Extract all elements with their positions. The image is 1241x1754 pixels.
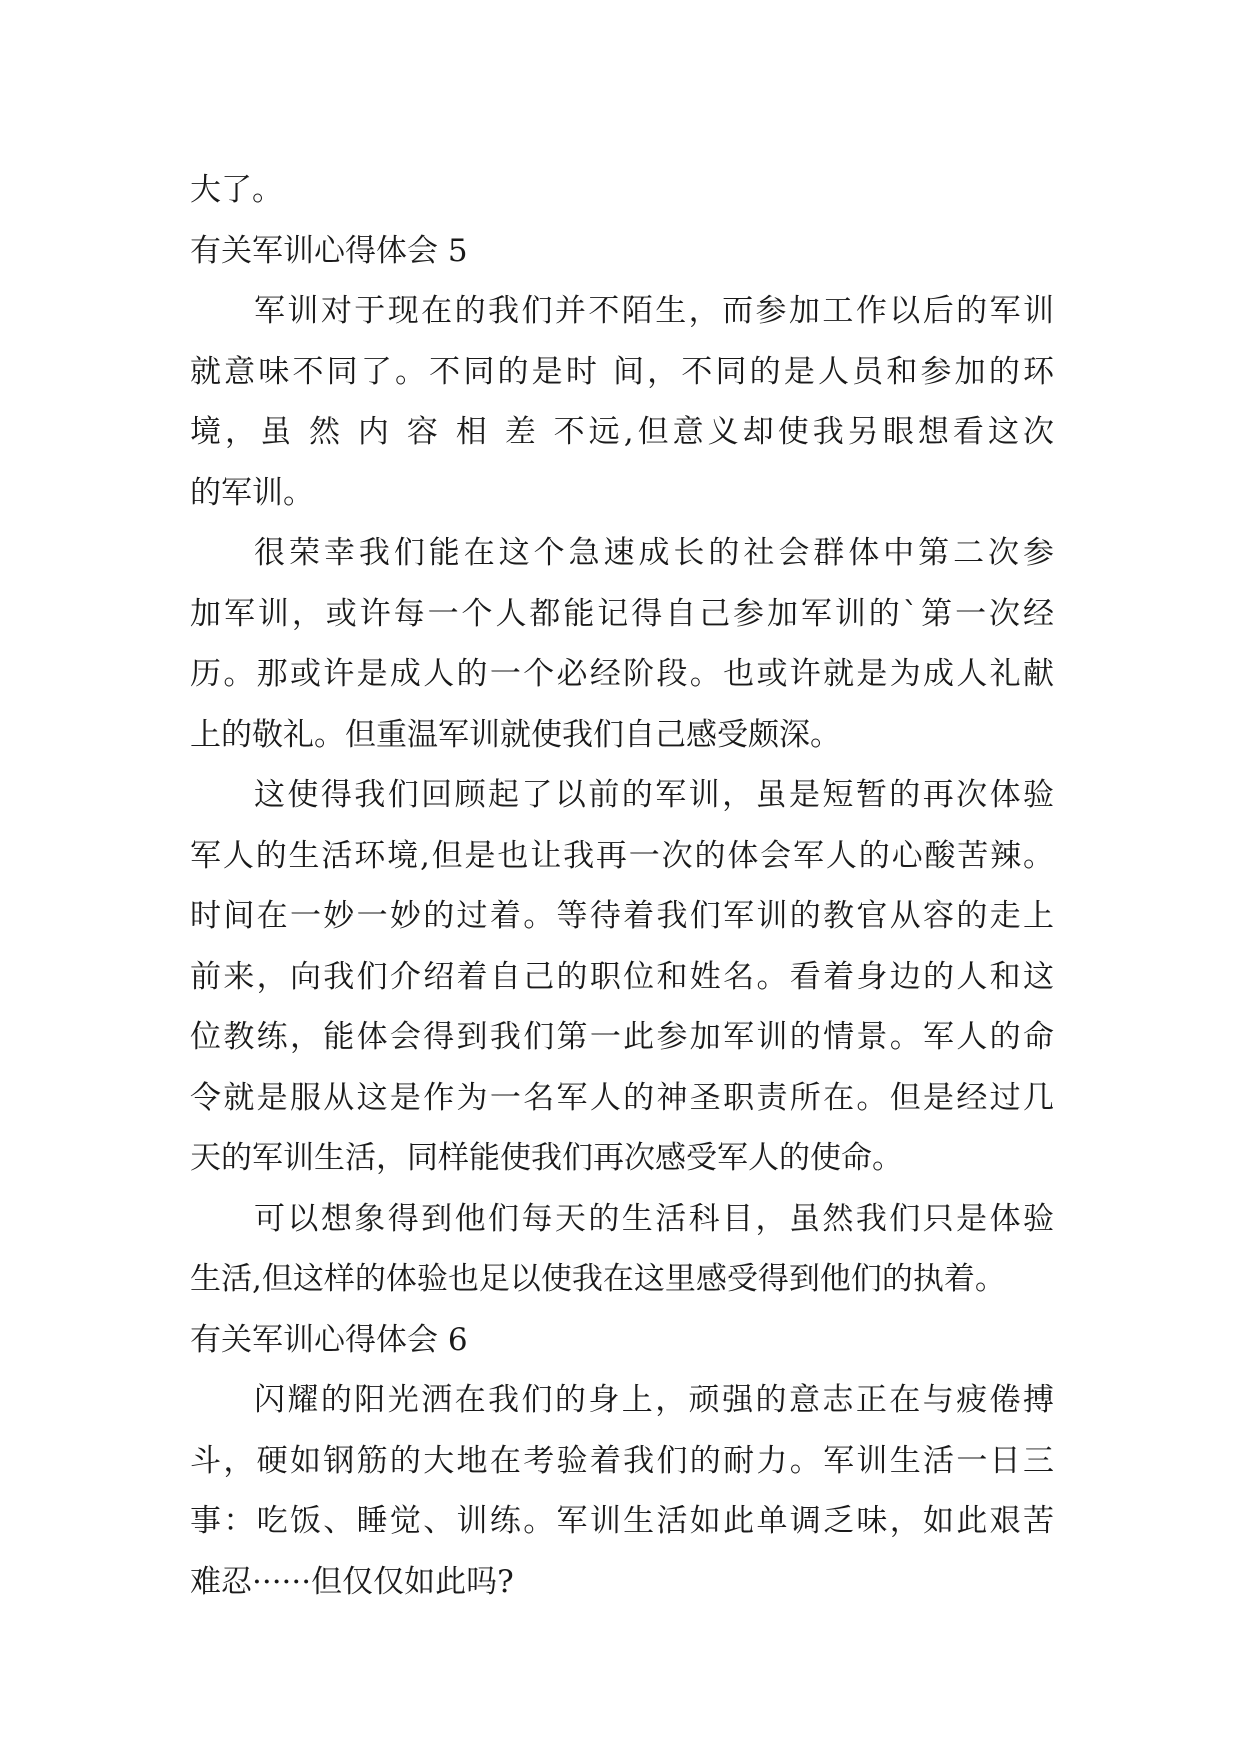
text-line: 令就是服从这是作为一名军人的神圣职责所在。但是经过几 <box>190 1079 1054 1116</box>
text-line: 军人的生活环境,但是也让我再一次的体会军人的心酸苦辣。 <box>190 837 1054 874</box>
text-line: 这使得我们回顾起了以前的军训，虽是短暂的再次体验 <box>254 777 1054 813</box>
text-line: 难忍······但仅仅如此吗? <box>190 1563 514 1600</box>
text-line: 时间在一妙一妙的过着。等待着我们军训的教官从容的走上 <box>190 898 1054 934</box>
text-line: 历。那或许是成人的一个必经阶段。也或许就是为成人礼献 <box>190 656 1054 692</box>
paragraph <box>190 765 1054 1189</box>
text-line: 就意味不同了。不同的是时 间，不同的是人员和参加的环 <box>190 353 1054 390</box>
paragraph <box>190 1189 1054 1310</box>
text-line: 斗，硬如钢筋的大地在考验着我们的耐力。军训生活一日三 <box>190 1442 1054 1479</box>
text-line: 加军训，或许每一个人都能记得自己参加军训的`第一次经 <box>190 595 1054 632</box>
text-line: 大了。 <box>190 172 283 208</box>
text-line: 军训对于现在的我们并不陌生，而参加工作以后的军训 <box>254 293 1054 329</box>
text-line: 境，虽 然 内 容 相 差 不远,但意义却使我另眼想看这次 <box>190 414 1054 450</box>
paragraph <box>190 523 1054 765</box>
paragraph <box>190 281 1054 523</box>
document-body <box>190 160 1054 1612</box>
text-line: 生活,但这样的体验也足以使我在这里感受得到他们的执着。 <box>190 1261 1006 1297</box>
text-line: 上的敬礼。但重温军训就使我们自己感受颇深。 <box>190 716 841 753</box>
paragraph <box>190 1370 1054 1612</box>
text-line: 闪耀的阳光洒在我们的身上，顽强的意志正在与疲倦搏 <box>254 1382 1054 1418</box>
text-line: 事：吃饭、睡觉、训练。军训生活如此单调乏味，如此艰苦 <box>190 1503 1054 1539</box>
text-line: 的军训。 <box>190 474 314 511</box>
section-heading: 有关军训心得体会 6 <box>190 1321 468 1358</box>
text-line: 可以想象得到他们每天的生活科目，虽然我们只是体验 <box>254 1200 1054 1237</box>
text-line: 很荣幸我们能在这个急速成长的社会群体中第二次参 <box>254 535 1054 571</box>
text-line: 前来，向我们介绍着自己的职位和姓名。看着身边的人和这 <box>190 958 1054 995</box>
text-line: 位教练，能体会得到我们第一此参加军训的情景。军人的命 <box>190 1019 1054 1055</box>
text-line: 天的军训生活，同样能使我们再次感受军人的使命。 <box>190 1140 903 1176</box>
section-heading: 有关军训心得体会 5 <box>190 232 468 269</box>
